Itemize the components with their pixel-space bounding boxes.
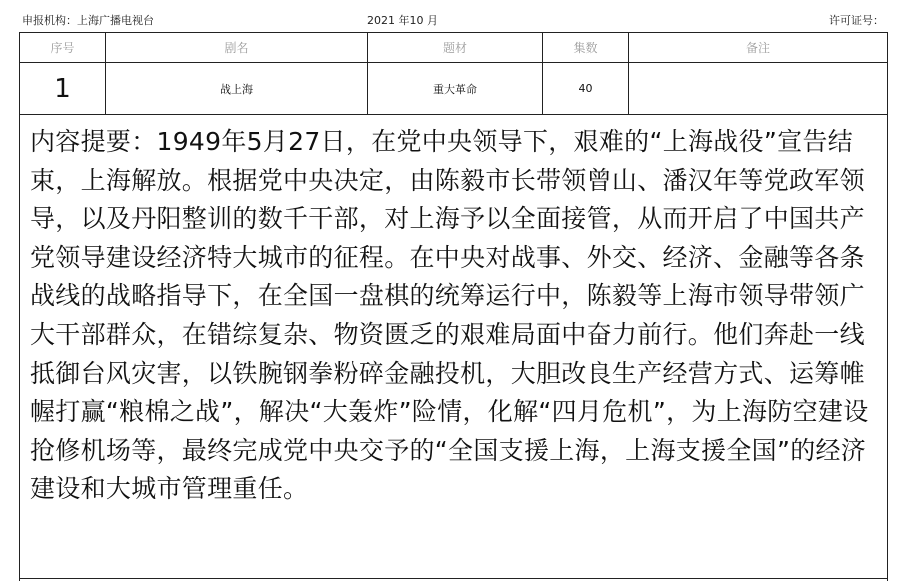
drama-title: 战上海	[106, 63, 368, 114]
column-header-remark: 备注	[745, 41, 770, 55]
drama-info-table	[19, 32, 888, 115]
remark-cell	[629, 63, 887, 114]
content-summary	[19, 115, 888, 581]
form-header	[0, 0, 906, 32]
table-header-row	[20, 33, 887, 63]
report-date: 2021 年10 月	[367, 14, 438, 27]
column-header-episodes: 集数	[543, 33, 629, 62]
applicant-org: 申报机构：上海广播电视台	[22, 14, 154, 27]
drama-theme: 重大革命	[368, 63, 543, 114]
table-row	[20, 63, 887, 115]
column-header-title: 剧名	[106, 33, 368, 62]
summary-text: 内容提要：1949年5月27日，在党中央领导下，艰难的“上海战役”宣告结束，上海解放。根据党中央决定，由陈毅市长带领曾山、潘汉年等党政军领导，以及丹阳整训的数千干部，对上海予以全面接管，从而开启了中国共产党领导建设经济特大城市的征程。在中央对战事、外交、经济、金融等各条战线的战略指导下，在全国一盘棋的统筹运行中，陈毅等上海市领导带领广大干部群众，在错综复杂、物资匮乏的艰难局面中奋力前行。他们奔赴一线抵御台风灾害，以铁腕钢拳粉碎金融投机，大胆改良生产经营方式、运筹帷幄打赢“粮棉之战”，解决“大轰炸”险情，化解“四月危机”，为上海防空建设抢修机场等，最终完成党中央交予的“全国支援上海，上海支援全国”的经济建设和大城市管理重任。	[30, 127, 869, 504]
row-index: 1	[20, 63, 106, 114]
column-header-theme: 题材	[368, 33, 543, 62]
table-bottom-border	[19, 578, 888, 579]
episode-count: 40	[543, 63, 629, 114]
column-header-index: 序号	[20, 33, 106, 62]
license-number-label: 许可证号：	[829, 14, 884, 27]
